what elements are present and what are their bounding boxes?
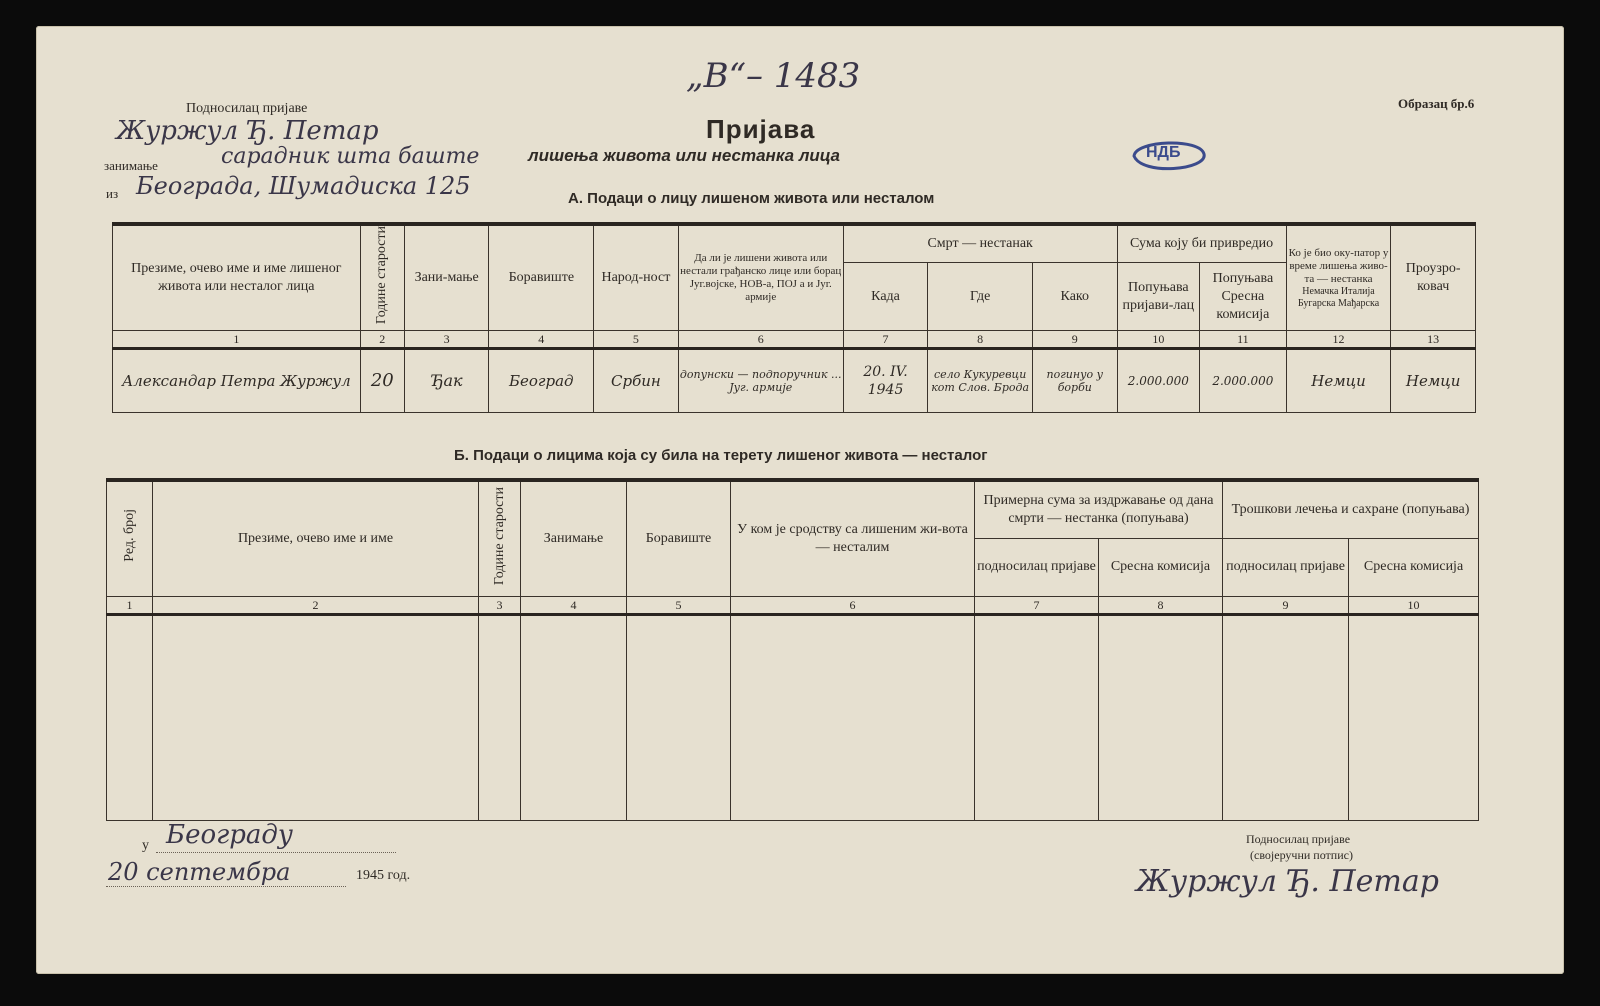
col-a3-num: 3 [404, 331, 489, 349]
col-a7-header: Када [843, 262, 928, 330]
row-perpetrator: Немци [1391, 349, 1476, 413]
year-label: 1945 год. [356, 868, 411, 883]
row-when: 20. IV. 1945 [843, 349, 928, 413]
col-a10-num: 10 [1117, 331, 1200, 349]
col-b5-header: Боравиште [627, 480, 731, 596]
section-b-table [106, 478, 1479, 821]
group-sum-header: Сума коју би привредио [1117, 224, 1286, 262]
col-a13-header: Проузро-ковач [1391, 224, 1476, 331]
empty-cell [627, 614, 731, 820]
form-page [36, 26, 1564, 974]
row-occupation: Ђак [404, 349, 489, 413]
form-subtitle: лишења живота или нестанка лица [528, 146, 840, 165]
col-a2-header: Године старости [360, 224, 404, 331]
empty-cell [1099, 614, 1223, 820]
col-b9-header: подносилац пријаве [1223, 538, 1349, 596]
col-b3-num: 3 [479, 596, 521, 614]
col-a5-header: Народ-ност [594, 224, 679, 331]
section-b-heading: Б. Подаци о лицима која су била на терету лишеног живота — несталог [454, 447, 988, 464]
col-b9-num: 9 [1223, 596, 1349, 614]
col-a9-num: 9 [1033, 331, 1118, 349]
row-residence: Београд [489, 349, 594, 413]
row-where: село Кукуревци кот Слов. Брода [928, 349, 1033, 413]
stamp-text: НДБ [1146, 144, 1181, 161]
col-a1-num: 1 [113, 331, 361, 349]
section-a-table [112, 222, 1476, 413]
empty-cell [975, 614, 1099, 820]
col-b7-header: подносилац пријаве [975, 538, 1099, 596]
empty-cell [153, 614, 479, 820]
occupier-options: Немачка Италија Бугарска Мађарска [1297, 285, 1380, 309]
row-age: 20 [360, 349, 404, 413]
group-support-header: Примерна сума за издржавање од дана смрти — нестанка (попуњава) [975, 480, 1223, 538]
table-row [107, 614, 1479, 820]
group-death-header: Смрт — нестанак [843, 224, 1117, 262]
col-b6-header: У ком је сродству са лишеним жи-вота — несталим [731, 480, 975, 596]
col-a7-num: 7 [843, 331, 928, 349]
col-b8-header: Сресна комисија [1099, 538, 1223, 596]
section-a-heading: А. Подаци о лицу лишеном живота или несталом [568, 190, 935, 207]
col-b5-num: 5 [627, 596, 731, 614]
col-a11-header: Попуњава Сресна комисија [1200, 262, 1287, 330]
col-a4-header: Боравиште [489, 224, 594, 331]
empty-cell [731, 614, 975, 820]
date-line [106, 886, 346, 887]
empty-cell [1349, 614, 1479, 820]
from-label: из [106, 186, 119, 201]
row-occupier: Немци [1286, 349, 1391, 413]
col-b4-num: 4 [521, 596, 627, 614]
col-a13-num: 13 [1391, 331, 1476, 349]
empty-cell [107, 614, 153, 820]
col-a6-header: Да ли је лишени живота или нестали грађанско лице или борац Југ.војске, НОВ-а, ПОЈ а и Југ. армије [678, 224, 843, 331]
col-b1-num: 1 [107, 596, 153, 614]
col-b8-num: 8 [1099, 596, 1223, 614]
place-value: Београду [166, 820, 293, 850]
row-name: Александар Петра Журжул [113, 349, 361, 413]
col-a4-num: 4 [489, 331, 594, 349]
col-a8-num: 8 [928, 331, 1033, 349]
col-b7-num: 7 [975, 596, 1099, 614]
form-title: Пријава [706, 114, 816, 144]
empty-cell [1223, 614, 1349, 820]
signer-sub: (својеручни потпис) [1250, 848, 1353, 862]
col-b1-header: Ред. број [107, 480, 153, 596]
col-b10-header: Сресна комисија [1349, 538, 1479, 596]
row-sum-commission: 2.000.000 [1200, 349, 1287, 413]
signature: Журжул Ђ. Петар [1136, 864, 1439, 899]
occupation-label: занимање [104, 158, 158, 173]
row-sum-applicant: 2.000.000 [1117, 349, 1200, 413]
col-a12-num: 12 [1286, 331, 1391, 349]
place-line [156, 852, 396, 853]
row-status: допунски — подпоручник ... Југ. армије [678, 349, 843, 413]
col-a5-num: 5 [594, 331, 679, 349]
applicant-name: Журжул Ђ. Петар [116, 116, 379, 146]
row-nationality: Србин [594, 349, 679, 413]
col-a6-num: 6 [678, 331, 843, 349]
table-row [113, 349, 1476, 413]
col-a10-header: Попуњава пријави-лац [1117, 262, 1200, 330]
place-label: у [142, 838, 149, 853]
col-a1-header: Презиме, очево име и име лишеног живота или несталог лица [113, 224, 361, 331]
signer-label: Подносилац пријаве [1246, 832, 1351, 846]
group-costs-header: Трошкови лечења и сахране (попуњава) [1223, 480, 1479, 538]
col-a2-num: 2 [360, 331, 404, 349]
col-a8-header: Где [928, 262, 1033, 330]
col-b3-header: Године старости [479, 480, 521, 596]
col-a11-num: 11 [1200, 331, 1287, 349]
col-a3-header: Зани-мање [404, 224, 489, 331]
col-a9-header: Како [1033, 262, 1118, 330]
occupation-value: сарадник шта баште [221, 144, 480, 169]
col-b6-num: 6 [731, 596, 975, 614]
archive-mark: „В“– 1483 [686, 56, 861, 96]
form-number: Образац бр.6 [1398, 96, 1475, 111]
row-how: погинуо у борби [1033, 349, 1118, 413]
empty-cell [521, 614, 627, 820]
applicant-label: Подносилац пријаве [186, 101, 308, 116]
col-b2-header: Презиме, очево име и име [153, 480, 479, 596]
from-value: Београда, Шумадиска 125 [136, 172, 471, 200]
col-b10-num: 10 [1349, 596, 1479, 614]
col-b2-num: 2 [153, 596, 479, 614]
col-a12-header: Ко је био оку-патор у време лишења живо-та — нестанка Немачка Италија Бугарска Мађарска [1286, 224, 1391, 331]
col-b4-header: Занимање [521, 480, 627, 596]
date-value: 20 септембра [108, 858, 291, 886]
empty-cell [479, 614, 521, 820]
